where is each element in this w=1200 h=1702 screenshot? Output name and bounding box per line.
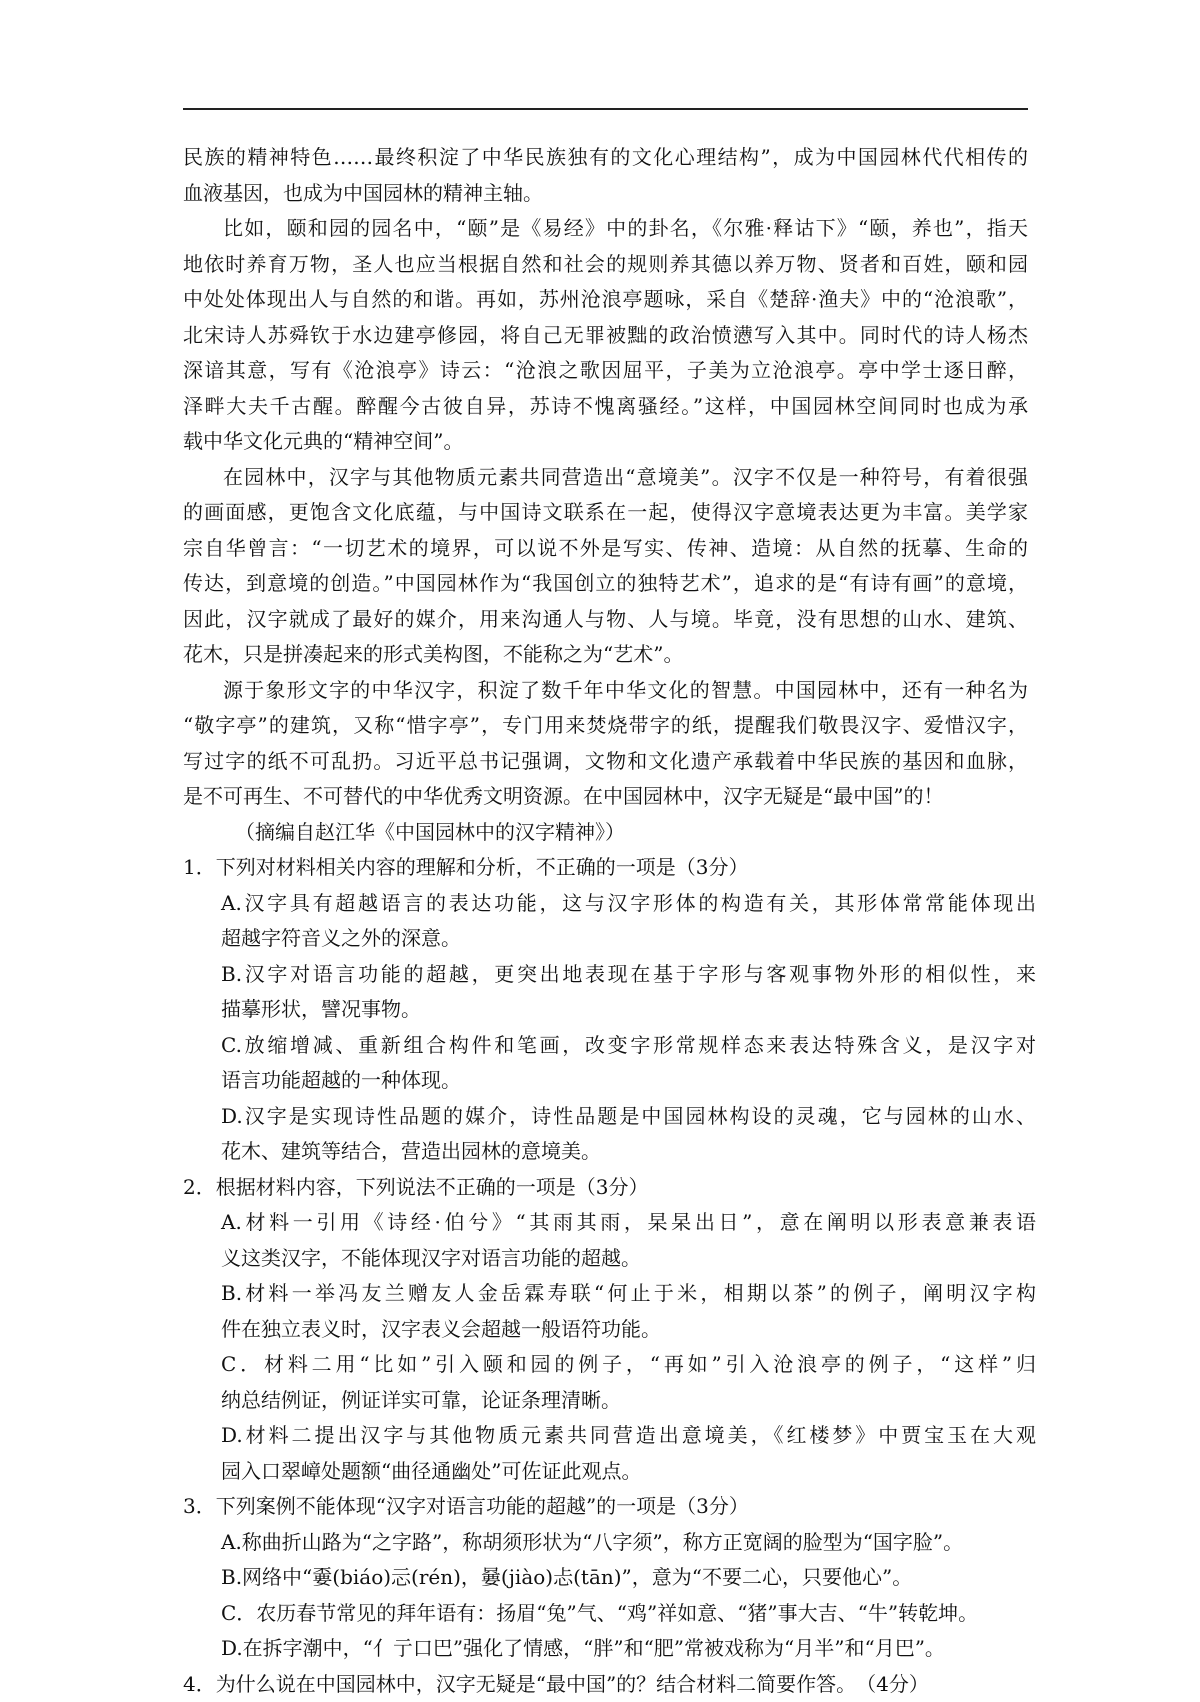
text-line: 民族的精神特色……最终积淀了中华民族独有的文化心理结构”，成为中国园林代代相传的	[183, 140, 1028, 176]
text-line: 北宋诗人苏舜钦于水边建亭修园，将自己无罪被黜的政治愤懑写入其中。同时代的诗人杨杰	[183, 318, 1028, 354]
option-line: C．农历春节常见的拜年语有：扬眉“兔”气、“鸡”祥如意、“猪”事大吉、“牛”转乾坤。	[183, 1596, 1028, 1632]
document-body	[183, 140, 1028, 1702]
option-line: 园入口翠嶂处题额“曲径通幽处”可佐证此观点。	[183, 1454, 1028, 1490]
option-a[interactable]	[183, 1205, 1028, 1276]
question-2	[183, 1170, 1028, 1490]
option-line: D.材料二提出汉字与其他物质元素共同营造出意境美，《红楼梦》中贾宝玉在大观	[183, 1418, 1036, 1454]
option-c[interactable]	[183, 1596, 1028, 1632]
question-stem: 4．为什么说在中国园林中，汉字无疑是“最中国”的？结合材料二简要作答。 （4分）	[183, 1667, 1028, 1702]
option-b[interactable]	[183, 1560, 1028, 1596]
option-line: 描摹形状，譬况事物。	[183, 992, 1028, 1028]
option-line: B.网络中“嫑(biáo)忈(rén)，嘦(jiào)忐(tān)”，意为“不要二心，只要他心”。	[183, 1560, 1028, 1596]
text-line: 源于象形文字的中华汉字，积淀了数千年中华文化的智慧。中国园林中，还有一种名为	[183, 673, 1028, 709]
question-stem: 2．根据材料内容，下列说法不正确的一项是（3分）	[183, 1170, 1028, 1206]
text-line: 在园林中，汉字与其他物质元素共同营造出“意境美”。汉字不仅是一种符号，有着很强	[183, 460, 1028, 496]
option-d[interactable]	[183, 1418, 1028, 1489]
paragraph	[183, 211, 1028, 460]
option-line: 纳总结例证，例证详实可靠，论证条理清晰。	[183, 1383, 1028, 1419]
paragraph	[183, 673, 1028, 815]
text-line: 花木，只是拼凑起来的形式美构图，不能称之为“艺术”。	[183, 637, 1028, 673]
question-stem: 3．下列案例不能体现“汉字对语言功能的超越”的一项是（3分）	[183, 1489, 1028, 1525]
text-line: 因此，汉字就成了最好的媒介，用来沟通人与物、人与境。毕竟，没有思想的山水、建筑、	[183, 602, 1028, 638]
question-1	[183, 850, 1028, 1170]
question-3	[183, 1489, 1028, 1667]
text-line: 中处处体现出人与自然的和谐。再如，苏州沧浪亭题咏，采自《楚辞·渔夫》中的“沧浪歌”，	[183, 282, 1028, 318]
option-line: A.材料一引用《诗经·伯兮》“其雨其雨，杲杲出日”，意在阐明以形表意兼表语	[183, 1205, 1036, 1241]
option-b[interactable]	[183, 957, 1028, 1028]
option-line: 义这类汉字，不能体现汉字对语言功能的超越。	[183, 1241, 1028, 1277]
option-line: 件在独立表义时，汉字表义会超越一般语符功能。	[183, 1312, 1028, 1348]
option-line: 超越字符音义之外的深意。	[183, 921, 1028, 957]
option-line: B.汉字对语言功能的超越，更突出地表现在基于字形与客观事物外形的相似性，来	[183, 957, 1036, 993]
question-stem: 1．下列对材料相关内容的理解和分析，不正确的一项是（3分）	[183, 850, 1028, 886]
option-b[interactable]	[183, 1276, 1028, 1347]
text-line: 宗自华曾言：“一切艺术的境界，可以说不外是写实、传神、造境：从自然的抚摹、生命的	[183, 531, 1028, 567]
option-line: D.汉字是实现诗性品题的媒介，诗性品题是中国园林构设的灵魂，它与园林的山水、	[183, 1099, 1036, 1135]
text-line: 比如，颐和园的园名中，“颐”是《易经》中的卦名，《尔雅·释诂下》“颐，养也”，指天	[183, 211, 1028, 247]
option-d[interactable]	[183, 1099, 1028, 1170]
paragraph	[183, 140, 1028, 211]
source-citation: （摘编自赵江华《中国园林中的汉字精神》）	[183, 815, 1028, 851]
text-line: 的画面感，更饱含文化底蕴，与中国诗文联系在一起，使得汉字意境表达更为丰富。美学家	[183, 495, 1028, 531]
text-line: 是不可再生、不可替代的中华优秀文明资源。在中国园林中，汉字无疑是“最中国”的！	[183, 779, 1028, 815]
option-line: D.在拆字潮中，“亻亍口巴”强化了情感，“胖”和“肥”常被戏称为“月半”和“月巴”。	[183, 1631, 1028, 1667]
text-line: 写过字的纸不可乱扔。习近平总书记强调，文物和文化遗产承载着中华民族的基因和血脉，	[183, 744, 1028, 780]
option-d[interactable]	[183, 1631, 1028, 1667]
text-line: 传达，到意境的创造。”中国园林作为“我国创立的独特艺术”，追求的是“有诗有画”的意境，	[183, 566, 1028, 602]
option-line: B.材料一举冯友兰赠友人金岳霖寿联“何止于米，相期以茶”的例子，阐明汉字构	[183, 1276, 1036, 1312]
option-line: 语言功能超越的一种体现。	[183, 1063, 1028, 1099]
option-a[interactable]	[183, 886, 1028, 957]
text-line: “敬字亭”的建筑，又称“惜字亭”，专门用来焚烧带字的纸，提醒我们敬畏汉字、爱惜汉字，	[183, 708, 1028, 744]
text-line: 载中华文化元典的“精神空间”。	[183, 424, 1028, 460]
option-a[interactable]	[183, 1525, 1028, 1561]
text-line: 血液基因，也成为中国园林的精神主轴。	[183, 176, 1028, 212]
option-line: A.汉字具有超越语言的表达功能，这与汉字形体的构造有关，其形体常常能体现出	[183, 886, 1036, 922]
text-line: 深谙其意，写有《沧浪亭》诗云：“沧浪之歌因屈平，子美为立沧浪亭。亭中学士逐日醉，	[183, 353, 1028, 389]
option-line: C．材料二用“比如”引入颐和园的例子，“再如”引入沧浪亭的例子，“这样”归	[183, 1347, 1036, 1383]
paragraph	[183, 460, 1028, 673]
option-line: A.称曲折山路为“之字路”，称胡须形状为“八字须”，称方正宽阔的脸型为“国字脸”。	[183, 1525, 1028, 1561]
option-line: C.放缩增减、重新组合构件和笔画，改变字形常规样态来表达特殊含义，是汉字对	[183, 1028, 1036, 1064]
text-line: 泽畔大夫千古醒。醉醒今古彼自异，苏诗不愧离骚经。”这样，中国园林空间同时也成为承	[183, 389, 1028, 425]
option-line: 花木、建筑等结合，营造出园林的意境美。	[183, 1134, 1028, 1170]
option-c[interactable]	[183, 1347, 1028, 1418]
header-rule	[183, 108, 1028, 110]
text-line: 地依时养育万物，圣人也应当根据自然和社会的规则养其德以养万物、贤者和百姓，颐和园	[183, 247, 1028, 283]
option-c[interactable]	[183, 1028, 1028, 1099]
